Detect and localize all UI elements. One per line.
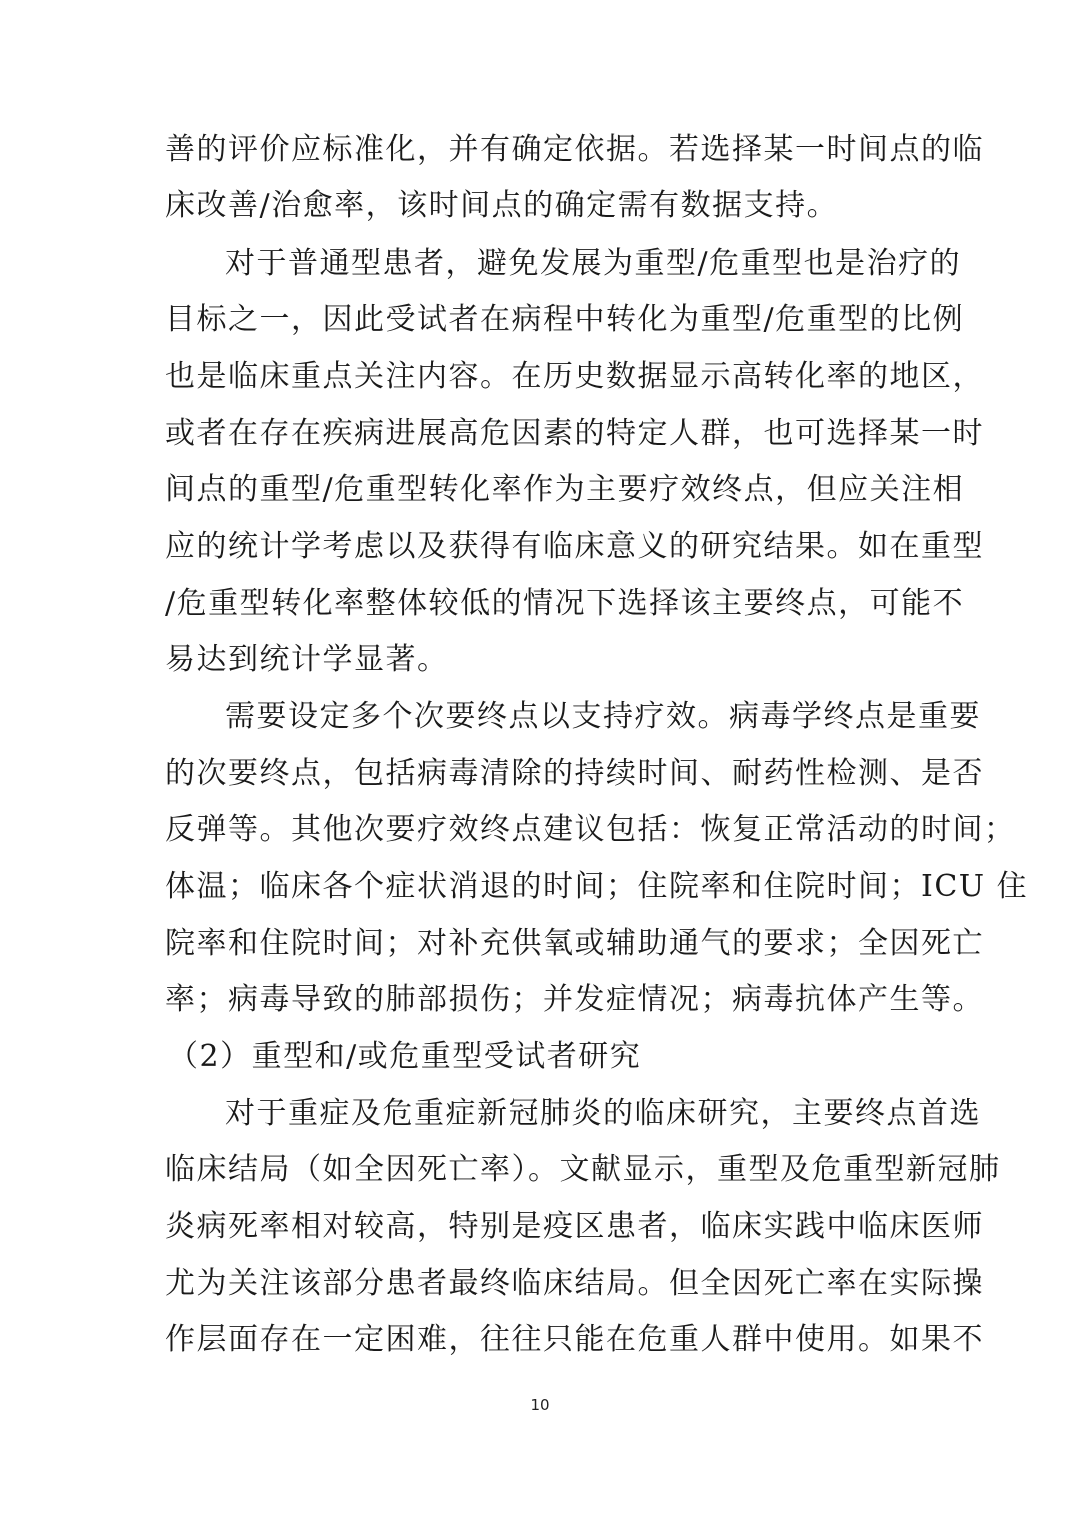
text-line: 反弹等。其他次要疗效终点建议包括：恢复正常活动的时间；	[165, 812, 1016, 847]
text-line: 作层面存在一定困难，往往只能在危重人群中使用。如果不	[165, 1322, 984, 1357]
text-line: 易达到统计学显著。	[165, 642, 449, 677]
paragraph-start-line: 对于重症及危重症新冠肺炎的临床研究，主要终点首选	[225, 1096, 981, 1131]
section-heading: （2）重型和/或危重型受试者研究	[168, 1039, 642, 1074]
text-line: 尤为关注该部分患者最终临床结局。但全因死亡率在实际操	[165, 1266, 984, 1301]
text-line: 院率和住院时间；对补充供氧或辅助通气的要求；全因死亡	[165, 926, 984, 961]
text-line: 率；病毒导致的肺部损伤；并发症情况；病毒抗体产生等。	[165, 982, 984, 1017]
text-line: 应的统计学考虑以及获得有临床意义的研究结果。如在重型	[165, 529, 984, 564]
text-line: 临床结局（如全因死亡率）。文献显示，重型及危重型新冠肺	[165, 1152, 1001, 1187]
text-line: /危重型转化率整体较低的情况下选择该主要终点，可能不	[165, 586, 965, 621]
text-line: 床改善/治愈率，该时间点的确定需有数据支持。	[165, 188, 839, 223]
text-line: 间点的重型/危重型转化率作为主要疗效终点，但应关注相	[165, 472, 965, 507]
text-line: 目标之一，因此受试者在病程中转化为重型/危重型的比例	[165, 302, 965, 337]
paragraph-start-line: 对于普通型患者，避免发展为重型/危重型也是治疗的	[225, 246, 962, 281]
text-line: 的次要终点，包括病毒清除的持续时间、耐药性检测、是否	[165, 756, 984, 791]
page-number: 10	[530, 1396, 550, 1414]
paragraph-start-line: 需要设定多个次要终点以支持疗效。病毒学终点是重要	[225, 699, 981, 734]
text-line: 或者在存在疾病进展高危因素的特定人群，也可选择某一时	[165, 416, 984, 451]
text-line: 善的评价应标准化，并有确定依据。若选择某一时间点的临	[165, 132, 984, 167]
text-line: 也是临床重点关注内容。在历史数据显示高转化率的地区，	[165, 359, 984, 394]
text-line: 体温；临床各个症状消退的时间；住院率和住院时间；ICU 住	[165, 869, 1029, 904]
text-line: 炎病死率相对较高，特别是疫区患者，临床实践中临床医师	[165, 1209, 984, 1244]
